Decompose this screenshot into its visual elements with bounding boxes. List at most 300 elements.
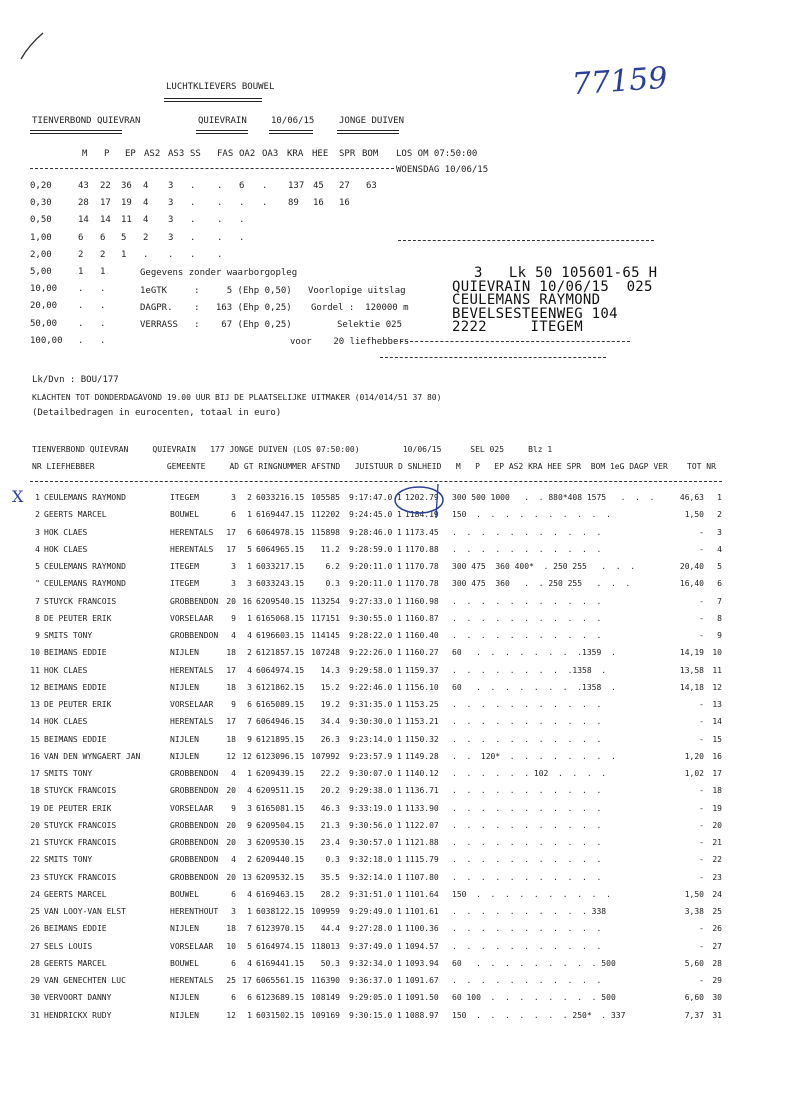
cell-juist: 9:31:51.0 (349, 889, 393, 899)
cell-tot: 20,40 (679, 562, 704, 571)
cell-ad: 20 (226, 820, 236, 830)
cell-afst: 6.2 (325, 562, 340, 571)
cell-tot: - (699, 700, 704, 709)
cell-nr: 18 (30, 786, 40, 796)
cell-afst: 19.2 (320, 700, 340, 709)
cell-snel: 1136.71 (405, 786, 439, 796)
cell-nr2: 8 (717, 613, 722, 623)
cell-stakes: . . . . . . . . . . . (452, 596, 602, 606)
stake-amount: 1,00 (30, 232, 52, 243)
stake-count: 1 (78, 267, 84, 277)
cell-ad: 3 (231, 579, 236, 589)
stake-count: 2 (143, 232, 149, 243)
cell-stakes: . . . . . . . . . . . (452, 838, 602, 847)
cell-tot: 7,37 (684, 1010, 704, 1020)
cell-gem: NIJLEN (170, 648, 199, 658)
cell-ad: 3 (231, 493, 236, 502)
cell-stakes: 300 500 1000 . . 880*408 1575 . . . (452, 493, 655, 502)
cell-nr2: 25 (712, 907, 722, 916)
cell-name: VAN GENECHTEN LUC (44, 976, 126, 985)
cell-juist: 9:30:30.0 (349, 717, 393, 727)
cell-nr2: 23 (712, 872, 722, 882)
cell-ad: 18 (226, 682, 236, 692)
cell-stakes: . . . . . . . . . . . (452, 700, 602, 709)
stake-col-8: OA3 (262, 149, 279, 159)
cell-juist: 9:28:22.0 (349, 631, 393, 640)
cell-tot: - (699, 941, 704, 951)
cell-juist: 9:37:49.0 (349, 941, 393, 951)
cell-d: 1 (397, 510, 402, 520)
cell-name: VAN LOOY-VAN ELST (44, 907, 126, 916)
cell-nr2: 13 (712, 700, 722, 709)
cell-stakes: . . . . . . . . . . . (452, 803, 602, 813)
cell-nr2: 26 (712, 924, 722, 934)
cell-gem: GROBBENDON (170, 596, 219, 606)
cell-tot: 5,60 (684, 958, 704, 968)
cell-nr2: 31 (712, 1010, 722, 1020)
race-date: 10/06/15 (271, 116, 315, 126)
cell-gem: BOUWEL (170, 889, 199, 899)
cell-d: 1 (397, 579, 402, 589)
cell-nr2: 30 (712, 993, 722, 1003)
cell-ring: 6164974.15 (256, 941, 305, 951)
klachten-note: KLACHTEN TOT DONDERDAGAVOND 19.00 UUR BIJ DE PLAATSELIJKE UITMAKER (014/014/51 37 80) (32, 393, 442, 402)
cell-snel: 1088.97 (405, 1010, 439, 1020)
cell-snel: 1160.87 (405, 613, 439, 623)
cell-gt: 1 (247, 769, 252, 778)
stake-count: . (217, 215, 223, 226)
cell-stakes: . . . . . . . . . . . (452, 941, 602, 951)
stake-count: 19 (121, 198, 132, 209)
cell-nr: 17 (30, 769, 40, 778)
cell-gt: 7 (247, 924, 252, 934)
cell-juist: 9:30:15.0 (349, 1010, 393, 1020)
cell-nr: 16 (30, 751, 40, 761)
stake-count: . (78, 335, 84, 346)
cell-ring: 6169447.15 (256, 510, 305, 520)
cell-nr2: 15 (712, 734, 722, 744)
info-dagpr: DAGPR. : 163 (Ehp 0,25) (140, 303, 292, 313)
cell-tot: - (699, 613, 704, 623)
cell-snel: 1173.45 (405, 527, 439, 537)
stake-count: 3 (168, 215, 174, 226)
cell-name: GEERTS MARCEL (44, 889, 107, 899)
cell-gem: HERENTALS (170, 976, 214, 985)
stake-amount: 50,00 (30, 318, 58, 329)
cell-name: CEULEMANS RAYMOND (44, 493, 126, 502)
cell-juist: 9:20:11.0 (349, 562, 393, 571)
stake-count: . (100, 335, 106, 346)
stake-count: 22 (100, 181, 111, 191)
cell-afst: 115898 (311, 527, 340, 537)
cell-name: STUYCK FRANCOIS (44, 838, 117, 847)
stake-count: 2 (100, 249, 106, 260)
cell-juist: 9:22:46.0 (349, 682, 393, 692)
cell-stakes: . . . . . . . . . . . (452, 544, 602, 554)
cell-nr: 8 (35, 613, 40, 623)
cell-gt: 4 (247, 665, 252, 675)
cell-gem: NIJLEN (170, 751, 199, 761)
cell-snel: 1121.88 (405, 838, 439, 847)
cell-juist: 9:24:45.0 (349, 510, 393, 520)
cell-ad: 10 (226, 941, 236, 951)
cell-d: 1 (397, 493, 402, 502)
cell-snel: 1153.21 (405, 717, 439, 727)
stake-count: 4 (143, 198, 149, 209)
cell-nr2: 19 (712, 803, 722, 813)
cell-nr: 3 (35, 527, 40, 537)
cell-juist: 9:29:05.0 (349, 993, 393, 1003)
cell-name: BEIMANS EDDIE (44, 734, 107, 744)
stake-count: 6 (78, 232, 84, 243)
cell-snel: 1160.40 (405, 631, 439, 640)
cell-tot: 14,19 (679, 648, 704, 658)
cell-afst: 28.2 (320, 889, 340, 899)
cell-gt: 1 (247, 510, 252, 520)
cell-afst: 114145 (311, 631, 340, 640)
stamp-label (452, 262, 800, 342)
cell-d: 1 (397, 613, 402, 623)
cell-gem: HERENTALS (170, 544, 214, 554)
cell-d: 1 (397, 872, 402, 882)
cell-afst: 107248 (311, 648, 340, 658)
cell-juist: 9:28:59.0 (349, 544, 393, 554)
cell-stakes: . . . . . . . . . . . (452, 872, 602, 882)
cell-nr: 23 (30, 872, 40, 882)
stake-count: . (262, 198, 268, 209)
cell-d: 1 (397, 682, 402, 692)
cell-d: 1 (397, 838, 402, 847)
stake-col-6: FAS (217, 149, 234, 159)
cell-ad: 12 (226, 1010, 236, 1020)
cell-juist: 9:29:38.0 (349, 786, 393, 796)
circle-mark (392, 480, 452, 524)
cell-gt: 12 (242, 751, 252, 761)
cell-nr: 31 (30, 1010, 40, 1020)
cell-d: 1 (397, 924, 402, 934)
cell-gt: 2 (247, 855, 252, 865)
cell-tot: 16,40 (679, 579, 704, 589)
cell-name: SELS LOUIS (44, 941, 93, 951)
cell-ring: 6121862.15 (256, 682, 305, 692)
cell-stakes: . . . . . . . . . . . (452, 527, 602, 537)
cell-snel: 1091.67 (405, 976, 439, 985)
cell-juist: 9:31:35.0 (349, 700, 393, 709)
cell-d: 1 (397, 907, 402, 916)
cell-name: DE PEUTER ERIK (44, 803, 112, 813)
cell-afst: 20.2 (320, 786, 340, 796)
cell-gt: 9 (247, 734, 252, 744)
cell-nr: 22 (30, 855, 40, 865)
cell-d: 1 (397, 941, 402, 951)
cell-nr: 12 (30, 682, 40, 692)
cell-afst: 50.3 (320, 958, 340, 968)
cell-nr2: 14 (712, 717, 722, 727)
cell-ad: 17 (226, 527, 236, 537)
cell-ad: 20 (226, 596, 236, 606)
cell-stakes: . . . . . . . . . . . (452, 734, 602, 744)
stake-count: 6 (239, 181, 245, 191)
stake-count: 36 (121, 181, 132, 191)
cell-ad: 6 (231, 889, 236, 899)
cell-nr: 26 (30, 924, 40, 934)
stake-count: . (143, 249, 149, 260)
cell-d: 1 (397, 717, 402, 727)
cell-ad: 6 (231, 958, 236, 968)
cell-gem: VORSELAAR (170, 613, 214, 623)
cell-ad: 6 (231, 510, 236, 520)
cell-tot: - (699, 803, 704, 813)
cell-stakes: . . . . . . 102 . . . . (452, 769, 607, 778)
cell-afst: 113254 (311, 596, 340, 606)
cell-nr: 7 (35, 596, 40, 606)
handwritten-number: 77159 (570, 60, 669, 103)
stake-count: . (100, 301, 106, 312)
cell-gt: 4 (247, 889, 252, 899)
cell-afst: 109169 (311, 1010, 340, 1020)
cell-afst: 35.5 (320, 872, 340, 882)
cell-d: 1 (397, 769, 402, 778)
cell-afst: 0.3 (325, 855, 340, 865)
detail-note: (Detailbedragen in eurocenten, totaal in euro) (32, 408, 282, 418)
cell-stakes: 150 . . . . . . . . . . (452, 510, 611, 520)
cell-d: 1 (397, 976, 402, 985)
club-name: LUCHTKLIEVERS BOUWEL (166, 82, 275, 92)
cell-nr2: 29 (712, 976, 722, 985)
stake-count: . (217, 198, 223, 209)
cell-gt: 5 (247, 941, 252, 951)
cell-nr2: 4 (717, 544, 722, 554)
cell-snel: 1170.88 (405, 544, 439, 554)
stake-count: . (78, 318, 84, 329)
stake-count: 1 (100, 267, 106, 277)
race-place: QUIEVRAIN (198, 116, 247, 126)
stake-count: . (190, 249, 196, 260)
cell-juist: 9:32:14.0 (349, 872, 393, 882)
stake-count: . (190, 215, 196, 226)
cell-name: BEIMANS EDDIE (44, 924, 107, 934)
cell-ring: 6123096.15 (256, 751, 305, 761)
stake-count: . (100, 284, 106, 295)
cell-d: 1 (397, 751, 402, 761)
info-gegevens: Gegevens zonder waarborgopleg (140, 268, 298, 278)
cell-nr2: 22 (712, 855, 722, 865)
cell-afst: 26.3 (320, 734, 340, 744)
cell-gt: 1 (247, 907, 252, 916)
cell-name: STUYCK FRANCOIS (44, 872, 117, 882)
stake-amount: 5,00 (30, 267, 52, 277)
cell-ad: 20 (226, 872, 236, 882)
cell-nr: 19 (30, 803, 40, 813)
cell-ring: 6064946.15 (256, 717, 305, 727)
cell-ring: 6209511.15 (256, 786, 305, 796)
cell-gem: GROBBENDON (170, 838, 219, 847)
cell-ring: 6169463.15 (256, 889, 305, 899)
stake-amount: 0,50 (30, 215, 52, 226)
cell-gt: 1 (247, 562, 252, 571)
cell-nr: 14 (30, 717, 40, 727)
cell-nr: 28 (30, 958, 40, 968)
cell-gem: HERENTALS (170, 717, 214, 727)
cell-stakes: . . . . . . . . . . . (452, 820, 602, 830)
cell-nr: " (35, 579, 40, 589)
race-category: JONGE DUIVEN (339, 116, 405, 126)
stake-count: 3 (168, 232, 174, 243)
stake-count: 4 (143, 181, 149, 191)
cell-ad: 6 (231, 993, 236, 1003)
cell-snel: 1170.78 (405, 579, 439, 589)
cell-ring: 6165081.15 (256, 803, 305, 813)
cell-nr: 29 (30, 976, 40, 985)
cell-nr2: 16 (712, 751, 722, 761)
stake-count: 5 (121, 232, 127, 243)
cell-nr: 9 (35, 631, 40, 640)
info-voorlopige: Voorlopige uitslag (308, 286, 406, 296)
cell-gem: VORSELAAR (170, 941, 214, 951)
stake-col-2: EP (125, 149, 136, 159)
cell-tot: 1,20 (684, 751, 704, 761)
cell-d: 1 (397, 820, 402, 830)
cell-name: HOK CLAES (44, 544, 88, 554)
cell-snel: 1149.28 (405, 751, 439, 761)
stake-count: 16 (313, 198, 324, 209)
cell-nr2: 2 (717, 510, 722, 520)
cell-nr: 4 (35, 544, 40, 554)
cell-d: 1 (397, 803, 402, 813)
verbond: TIENVERBOND QUIEVRAN (32, 116, 141, 126)
cell-gem: GROBBENDON (170, 769, 219, 778)
stake-col-9: KRA (287, 149, 304, 159)
cell-gt: 2 (247, 493, 252, 502)
cell-tot: - (699, 544, 704, 554)
stake-count: . (239, 198, 245, 209)
stamp-line-1: 3 Lk 50 105601-65 H (474, 265, 658, 281)
cell-snel: 1100.36 (405, 924, 439, 934)
cell-gt: 4 (247, 786, 252, 796)
cell-d: 1 (397, 596, 402, 606)
stake-count: . (239, 215, 245, 226)
cell-gt: 1 (247, 1010, 252, 1020)
cell-gt: 1 (247, 613, 252, 623)
cell-ring: 6123689.15 (256, 993, 305, 1003)
stake-col-5: SS (190, 149, 201, 159)
cell-gem: ITEGEM (170, 562, 199, 571)
cell-gt: 4 (247, 958, 252, 968)
cell-juist: 9:36:37.0 (349, 976, 393, 985)
cell-ad: 17 (226, 665, 236, 675)
stake-amount: 0,30 (30, 198, 52, 209)
cell-name: VERVOORT DANNY (44, 993, 112, 1003)
cell-nr2: 28 (712, 958, 722, 968)
cell-snel: 1184.19 (405, 510, 439, 520)
cell-juist: 9:32:18.0 (349, 855, 393, 865)
stake-col-1: P (104, 149, 110, 159)
cell-snel: 1094.57 (405, 941, 439, 951)
stake-count: 14 (78, 215, 89, 226)
cell-ad: 18 (226, 734, 236, 744)
cell-juist: 9:30:57.0 (349, 838, 393, 847)
cell-d: 1 (397, 993, 402, 1003)
cell-d: 1 (397, 631, 402, 640)
cell-gem: GROBBENDON (170, 786, 219, 796)
cell-juist: 9:28:46.0 (349, 527, 393, 537)
cell-d: 1 (397, 786, 402, 796)
cell-nr2: 12 (712, 682, 722, 692)
stake-amount: 20,00 (30, 301, 58, 312)
los-day: WOENSDAG 10/06/15 (396, 165, 489, 175)
cell-stakes: 60 . . . . . . . . . 500 (452, 958, 616, 968)
cell-afst: 14.3 (320, 665, 340, 675)
cell-d: 1 (397, 665, 402, 675)
cell-afst: 107992 (311, 751, 340, 761)
cell-juist: 9:20:11.0 (349, 579, 393, 589)
info-selektie: Selektie 025 (337, 320, 403, 330)
cell-juist: 9:30:55.0 (349, 613, 393, 623)
cell-snel: 1153.25 (405, 700, 439, 709)
cell-d: 1 (397, 648, 402, 658)
info-1egtk: 1eGTK : 5 (Ehp 0,50) (140, 286, 292, 296)
cell-stakes: . . . . . . . . . . . (452, 976, 602, 985)
cell-gem: VORSELAAR (170, 700, 214, 709)
cell-gt: 4 (247, 631, 252, 640)
cell-nr: 21 (30, 838, 40, 847)
stamp-line-4: BEVELSESTEENWEG 104 (452, 306, 618, 322)
cell-gem: GROBBENDON (170, 820, 219, 830)
cell-tot: 13,58 (679, 665, 704, 675)
cell-tot: 6,60 (684, 993, 704, 1003)
stake-count: . (100, 318, 106, 329)
cell-name: HENDRICKX RUDY (44, 1010, 112, 1020)
cell-nr: 2 (35, 510, 40, 520)
cell-d: 1 (397, 544, 402, 554)
cell-snel: 1091.50 (405, 993, 439, 1003)
stake-col-12: BOM (362, 149, 379, 159)
cell-afst: 109959 (311, 907, 340, 916)
stake-count: 1 (121, 249, 127, 260)
cell-name: DE PEUTER ERIK (44, 700, 112, 709)
cell-ad: 3 (231, 562, 236, 571)
stake-count: . (190, 198, 196, 209)
cell-ad: 18 (226, 648, 236, 658)
cell-ad: 4 (231, 855, 236, 865)
cell-snel: 1122.07 (405, 820, 439, 830)
stake-amount: 0,20 (30, 181, 52, 191)
cell-stakes: 60 100 . . . . . . . . 500 (452, 993, 616, 1003)
cell-afst: 23.4 (320, 838, 340, 847)
cell-stakes: 60 . . . . . . . .1359 . (452, 648, 616, 658)
cell-d: 1 (397, 734, 402, 744)
cell-snel: 1115.79 (405, 855, 439, 865)
cell-nr2: 3 (717, 527, 722, 537)
cell-ring: 6209504.15 (256, 820, 305, 830)
cell-stakes: 60 . . . . . . . .1358 . (452, 682, 616, 692)
cell-gt: 3 (247, 682, 252, 692)
cell-name: VAN DEN WYNGAERT JAN (44, 751, 141, 761)
cell-d: 1 (397, 889, 402, 899)
cell-snel: 1140.12 (405, 769, 439, 778)
cell-stakes: . . . . . . . . . . . (452, 924, 602, 934)
cell-gt: 3 (247, 803, 252, 813)
cell-gt: 17 (242, 976, 252, 985)
results-columns: NR LIEFHEBBER GEMEENTE AD GT RINGNUMMER AFSTND JUISTUUR D SNLHEID M P EP AS2 KRA HEE SPR BOM 1eG DAGP VER TOT NR (32, 462, 716, 471)
cell-name: HOK CLAES (44, 717, 88, 727)
cell-stakes: . . . . . . . . . . . (452, 613, 602, 623)
cell-ring: 6209440.15 (256, 855, 305, 865)
cell-name: BEIMANS EDDIE (44, 648, 107, 658)
cell-ring: 6064974.15 (256, 665, 305, 675)
cell-ring: 6064978.15 (256, 527, 305, 537)
cell-stakes: . . . . . . . . .1358 . (452, 665, 607, 675)
